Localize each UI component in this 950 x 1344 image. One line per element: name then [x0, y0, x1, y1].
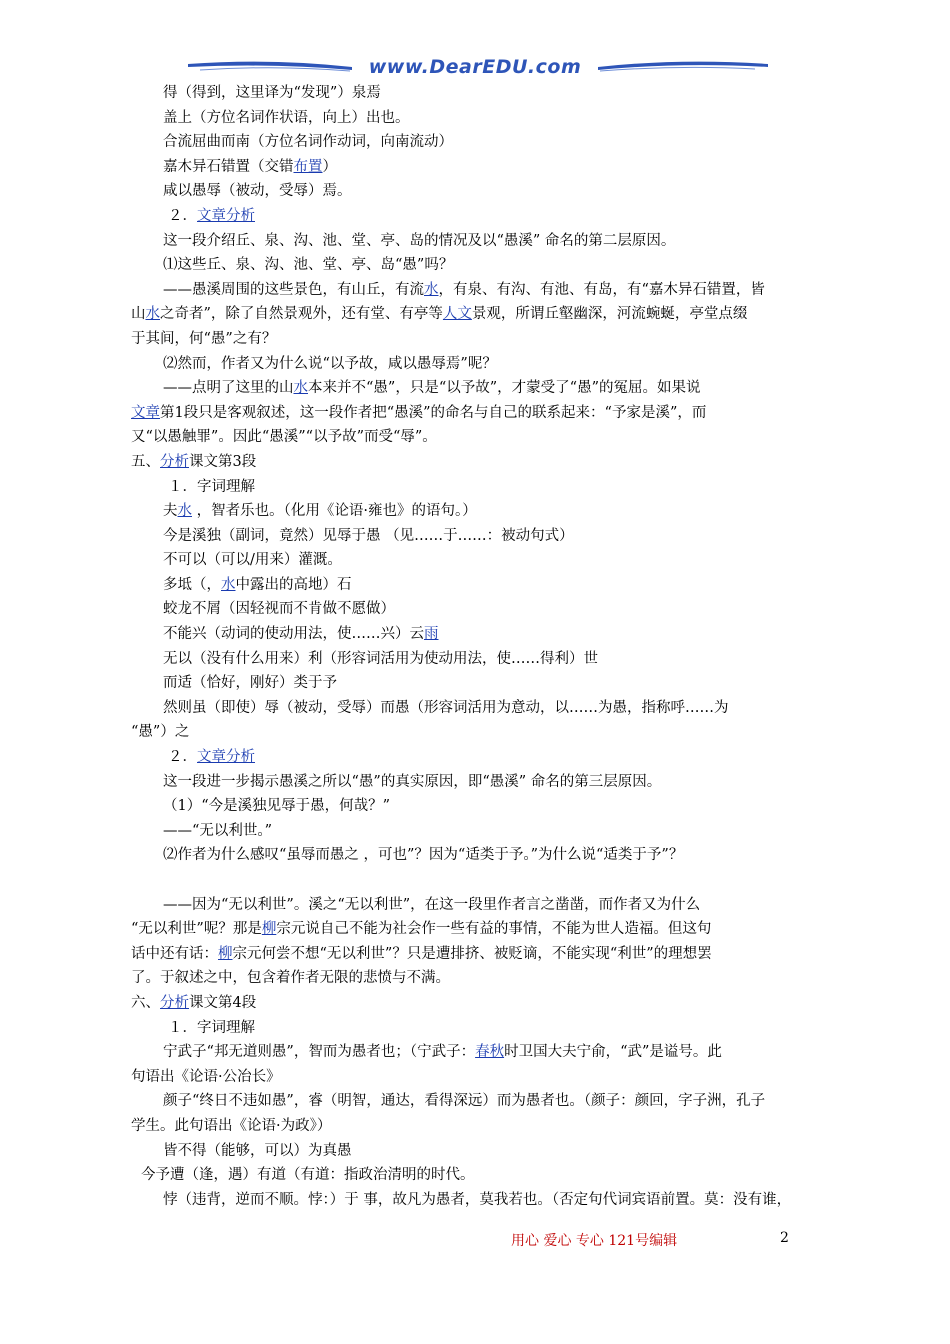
text-line	[131, 1114, 827, 1139]
text-line	[131, 130, 827, 155]
text-line	[131, 204, 827, 229]
text-segment: 山	[131, 306, 146, 323]
text-segment: 咸以愚辱（被动，受辱）焉。	[163, 183, 352, 200]
text-segment: 合流屈曲而南（方位名词作动词，向南流动）	[163, 134, 453, 151]
text-segment: 这一段进一步揭示愚溪之所以“愚”的真实原因，即“愚溪” 命名的第三层原因。	[163, 773, 662, 790]
text-line	[131, 81, 827, 106]
footer-text: 用心 爱心 专心 121号编辑	[511, 1233, 678, 1249]
text-segment: 于其间，何“愚”之有？	[131, 330, 277, 347]
text-segment: 得（得到，这里译为“发现”）泉焉	[163, 85, 381, 101]
inline-link[interactable]: 人文	[442, 306, 472, 323]
text-segment: ２．	[168, 749, 197, 766]
text-segment: ——愚溪周围的这些景色，有山丘，有流	[163, 281, 424, 298]
text-segment: 而适（恰好，刚好）类于予	[163, 675, 337, 692]
inline-link[interactable]: 文章分析	[197, 207, 255, 224]
text-segment: ——因为“无以利世”。溪之“无以利世”，在这一段里作者言之凿凿，而作者又为什么	[163, 896, 701, 913]
text-line	[131, 671, 827, 696]
inline-link[interactable]: 文章	[131, 404, 160, 421]
text-line	[131, 179, 827, 204]
text-line	[131, 450, 827, 475]
text-segment: 话中还有话：	[131, 945, 218, 962]
text-segment: 嘉木异石错置（交错	[163, 158, 294, 175]
text-segment: 盖上（方位名词作状语，向上）出也。	[163, 109, 410, 126]
text-segment: ，有泉、有沟、有池、有岛，有“嘉木异石错置，皆	[438, 281, 765, 298]
text-line	[131, 622, 827, 647]
text-line	[131, 843, 827, 868]
text-segment: ，智者乐也。（化用《论语·雍也》的语句。）	[192, 503, 477, 520]
document-body	[131, 81, 827, 1212]
text-line	[131, 770, 827, 795]
text-segment: 颜子“终日不违如愚”，睿（明智，通达，看得深远）而为愚者也。（颜子：颜回，字子洲，孔子	[163, 1093, 766, 1110]
text-segment: 又“以愚触罪”。因此“愚溪”“以予故”而受“辱”。	[131, 429, 437, 446]
text-line	[131, 475, 827, 500]
text-segment: 学生。此句语出《论语·为政》）	[131, 1117, 332, 1134]
text-line	[131, 278, 827, 303]
inline-link[interactable]: 布置	[293, 158, 323, 175]
text-line	[131, 352, 827, 377]
text-segment: 中露出的高地）石	[235, 576, 352, 593]
text-line	[131, 106, 827, 131]
text-line	[131, 942, 827, 967]
text-segment: １．字词理解	[168, 478, 255, 495]
text-line	[131, 499, 827, 524]
text-segment: 多坻（，	[163, 576, 221, 593]
page-number: 2	[780, 1230, 789, 1246]
text-segment: 宗元何尝不想“无以利世”？只是遭排挤、被贬谪，不能实现“利世”的理想罢	[232, 945, 712, 962]
page-footer	[0, 1230, 950, 1254]
inline-link[interactable]: 分析	[160, 453, 189, 470]
text-line	[131, 524, 827, 549]
text-line	[131, 1188, 827, 1213]
text-segment: 无以（没有什么用来）利（形容词活用为使动用法，使……得利）世	[163, 650, 598, 667]
text-segment: 宁武子“邦无道则愚”，智而为愚者也；（宁武子：	[163, 1044, 476, 1061]
text-segment: 夫	[163, 503, 178, 520]
inline-link[interactable]: 雨	[424, 626, 439, 643]
site-logo-text: www.DearEDU.com	[368, 56, 582, 78]
text-segment: 这一段介绍丘、泉、沟、池、堂、亭、岛的情况及以“愚溪” 命名的第二层原因。	[163, 232, 676, 249]
text-segment: 时卫国大夫宁俞，“武”是谥号。此	[504, 1044, 722, 1061]
text-line	[131, 155, 827, 180]
inline-link[interactable]: 水	[177, 503, 192, 520]
inline-link[interactable]: 水	[293, 380, 308, 397]
text-line	[131, 573, 827, 598]
text-line	[131, 302, 827, 327]
text-line	[131, 1089, 827, 1114]
text-line	[131, 1016, 827, 1041]
text-line	[131, 597, 827, 622]
text-segment: ⑴这些丘、泉、沟、池、堂、亭、岛“愚”吗？	[163, 257, 454, 274]
text-segment: 今是溪独（副词，竟然）见辱于愚 （见……于……：被动句式）	[163, 527, 574, 544]
text-line	[131, 401, 827, 426]
text-line	[131, 376, 827, 401]
text-segment: 不可以（可以/用来）灌溉。	[163, 552, 342, 569]
text-segment: ⑵作者为什么感叹“虽辱而愚之 ，可也”？因为“适类于予。”为什么说“适类于予”？	[163, 847, 684, 864]
text-segment: ——“无以利世。”	[163, 822, 273, 839]
inline-link[interactable]: 文章分析	[197, 749, 255, 766]
inline-link[interactable]: 柳	[261, 921, 277, 938]
text-segment: “无以利世”呢？那是	[131, 921, 262, 938]
text-line	[131, 720, 827, 745]
text-segment: “愚”）之	[131, 724, 190, 741]
text-line	[131, 229, 827, 254]
text-line	[131, 548, 827, 573]
text-segment: 六、	[131, 994, 160, 1011]
text-segment: 第1段只是客观叙述，这一段作者把“愚溪”的命名与自己的联系起来：“予家是溪”，而	[160, 404, 707, 421]
text-line	[131, 819, 827, 844]
text-line	[131, 696, 827, 721]
text-segment: 课文第4段	[189, 994, 257, 1011]
text-segment: 课文第3段	[189, 453, 257, 470]
inline-link[interactable]: 水	[145, 306, 160, 323]
blank-line	[131, 868, 827, 893]
text-segment: 宗元说自己不能为社会作一些有益的事情，不能为世人造福。但这句	[276, 921, 712, 938]
text-line	[131, 893, 827, 918]
inline-link[interactable]: 春秋	[475, 1044, 505, 1061]
inline-link[interactable]: 分析	[160, 994, 189, 1011]
text-line	[131, 794, 827, 819]
text-segment: 之奇者”，除了自然景观外，还有堂、有亭等	[160, 306, 443, 323]
text-line	[131, 1139, 827, 1164]
text-segment: ２．	[168, 207, 197, 224]
text-line	[131, 745, 827, 770]
text-segment: 不能兴（动词的使动用法，使……兴）云	[163, 626, 424, 643]
text-segment: 皆不得（能够，可以）为真愚	[163, 1142, 352, 1159]
text-segment: ）	[322, 158, 337, 175]
text-segment: ——点明了这里的山	[163, 380, 294, 397]
inline-link[interactable]: 水	[221, 576, 236, 593]
text-segment: 五、	[131, 453, 160, 470]
text-line	[131, 1040, 827, 1065]
text-line	[131, 425, 827, 450]
text-segment: 然则虽（即使）辱（被动，受辱）而愚（形容词活用为意动，以……为愚，指称呼……为	[163, 699, 729, 716]
inline-link[interactable]: 水	[424, 281, 439, 298]
text-segment: 本来并不“愚”，只是“以予故”，才蒙受了“愚”的冤屈。如果说	[308, 380, 701, 397]
text-segment: 景观，所谓丘壑幽深，河流蜿蜒，亭堂点缀	[471, 306, 748, 323]
text-line	[131, 966, 827, 991]
text-segment: １．字词理解	[168, 1019, 255, 1036]
text-line	[131, 253, 827, 278]
text-line	[131, 327, 827, 352]
text-segment: 蛟龙不屑（因轻视而不肯做不愿做）	[163, 601, 395, 618]
text-line	[131, 647, 827, 672]
text-segment: 句语出《论语·公冶长》	[131, 1068, 281, 1085]
text-line	[131, 991, 827, 1016]
text-segment: 今予遭（逢，遇）有道（有道：指政治清明的时代。	[141, 1167, 475, 1184]
text-segment: ⑵然而，作者又为什么说“以予故，咸以愚辱焉”呢？	[163, 355, 497, 372]
text-line	[131, 1065, 827, 1090]
text-segment: 了。于叙述之中，包含着作者无限的悲愤与不满。	[131, 970, 450, 987]
text-line	[131, 917, 827, 942]
text-segment: 悖（违背，逆而不顺。悖：）于 事，故凡为愚者，莫我若也。（否定句代词宾语前置。莫：没有谁，	[163, 1191, 792, 1208]
text-segment: （1）“今是溪独见辱于愚，何哉？”	[163, 798, 391, 815]
text-line	[131, 1163, 827, 1188]
inline-link[interactable]: 柳	[218, 945, 233, 962]
